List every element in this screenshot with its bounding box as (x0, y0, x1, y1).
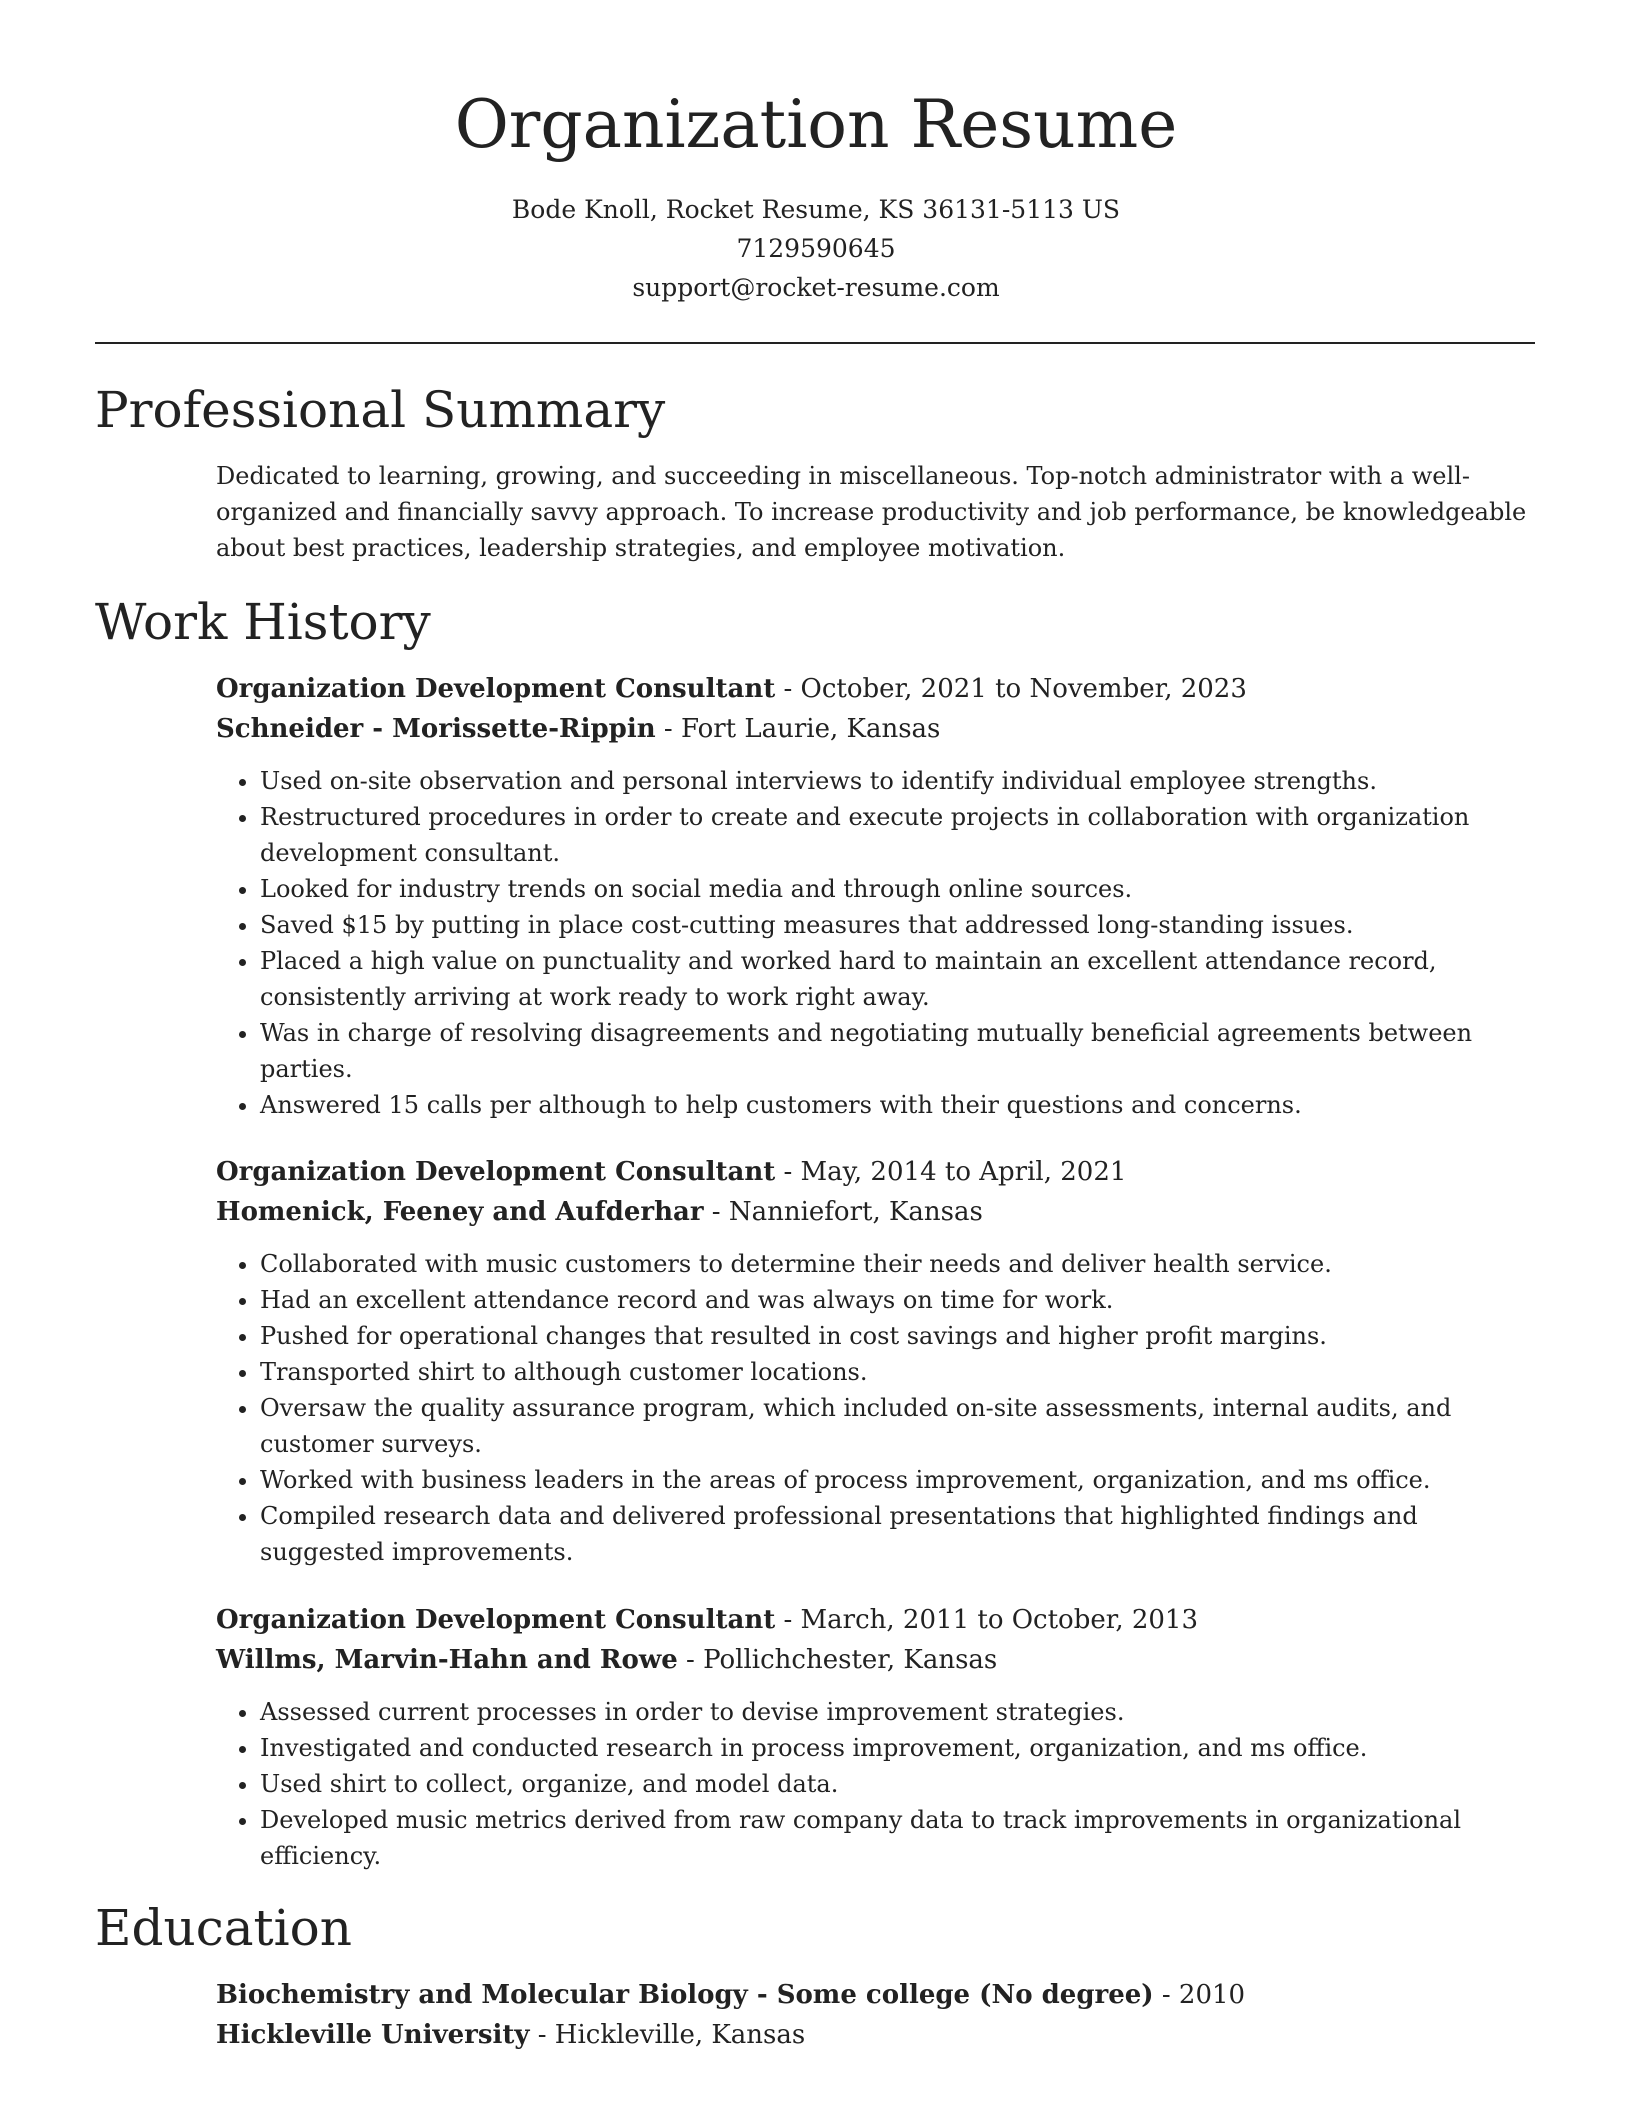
education-degree: Biochemistry and Molecular Biology - Some college (No degree) (216, 1980, 1154, 2010)
job-title-line (216, 1152, 1546, 1192)
job-bullet: • Was in charge of resolving disagreements and negotiating mutually beneficial agreements between parties. (260, 1015, 1546, 1087)
job-bullet: • Worked with business leaders in the areas of process improvement, organization, and ms office. (260, 1462, 1546, 1498)
job-entry (216, 669, 1546, 1123)
education-school-line (216, 2015, 1546, 2055)
job-company: Schneider - Morissette-Rippin (216, 714, 656, 744)
contact-address: Bode Knoll, Rocket Resume, KS 36131-5113 US (511, 195, 1121, 224)
job-title: Organization Development Consultant (216, 674, 776, 704)
job-company: Willms, Marvin-Hahn and Rowe (216, 1645, 678, 1675)
job-bullets (216, 763, 1546, 1123)
job-location: - Fort Laurie, Kansas (655, 714, 941, 744)
job-bullet: • Used shirt to collect, organize, and model data. (260, 1766, 1546, 1802)
education-entry (216, 1975, 1546, 2055)
job-company: Homenick, Feeney and Aufderhar (216, 1197, 704, 1227)
job-bullet: • Had an excellent attendance record and was always on time for work. (260, 1282, 1546, 1318)
education-location: - Hickleville, Kansas (529, 2020, 806, 2050)
job-bullet: • Restructured procedures in order to create and execute projects in collaboration with organization development consultant. (260, 799, 1546, 871)
job-location: - Pollichchester, Kansas (677, 1645, 998, 1675)
job-entry (216, 1600, 1546, 1874)
job-dates: - March, 2011 to October, 2013 (775, 1605, 1199, 1635)
education-year: - 2010 (1153, 1980, 1246, 2010)
job-bullet: • Saved $15 by putting in place cost-cutting measures that addressed long-standing issues. (260, 907, 1546, 943)
job-bullets (216, 1694, 1546, 1874)
job-company-line (216, 1192, 1546, 1232)
job-bullet: • Transported shirt to although customer locations. (260, 1354, 1546, 1390)
job-bullet: • Assessed current processes in order to devise improvement strategies. (260, 1694, 1546, 1730)
job-bullet: • Collaborated with music customers to determine their needs and deliver health service. (260, 1246, 1546, 1282)
job-dates: - May, 2014 to April, 2021 (775, 1157, 1127, 1187)
job-title: Organization Development Consultant (216, 1605, 776, 1635)
job-title-line (216, 669, 1546, 709)
job-bullets (216, 1246, 1546, 1570)
job-bullet: • Placed a high value on punctuality and worked hard to maintain an excellent attendance record, consistently arriving at work ready to work right away. (260, 943, 1546, 1015)
job-bullet: • Investigated and conducted research in process improvement, organization, and ms office. (260, 1730, 1546, 1766)
summary-text: Dedicated to learning, growing, and succeeding in miscellaneous. Top-notch administrator with a well-organized and financially savvy approach. To increase productivity and job performance, be knowledgeable about best practices, leadership strategies, and employee motivation. (216, 462, 1527, 562)
job-bullet: • Looked for industry trends on social media and through online sources. (260, 871, 1546, 907)
job-company-line (216, 1640, 1546, 1680)
job-bullet: • Answered 15 calls per although to help customers with their questions and concerns. (260, 1087, 1546, 1123)
job-title-line (216, 1600, 1546, 1640)
contact-phone: 7129590645 (736, 234, 896, 263)
job-bullet: • Developed music metrics derived from raw company data to track improvements in organizational efficiency. (260, 1802, 1546, 1874)
job-location: - Nanniefort, Kansas (703, 1197, 983, 1227)
job-bullet: • Used on-site observation and personal interviews to identify individual employee strengths. (260, 763, 1546, 799)
header-divider (95, 342, 1535, 344)
section-title-work-history: Work History (95, 593, 431, 651)
resume-title: Organization Resume (454, 86, 1178, 163)
education-school: Hickleville University (216, 2020, 530, 2050)
job-title: Organization Development Consultant (216, 1157, 776, 1187)
job-bullet: • Oversaw the quality assurance program, which included on-site assessments, internal audits, and customer surveys. (260, 1390, 1546, 1462)
job-dates: - October, 2021 to November, 2023 (775, 674, 1247, 704)
contact-email: support@rocket-resume.com (632, 273, 1000, 302)
job-company-line (216, 709, 1546, 749)
job-bullet: • Compiled research data and delivered professional presentations that highlighted findings and suggested improvements. (260, 1498, 1546, 1570)
resume-header (0, 82, 1632, 307)
section-title-education: Education (95, 1899, 352, 1957)
contact-info (0, 190, 1632, 307)
section-title-summary: Professional Summary (95, 381, 666, 439)
job-bullet: • Pushed for operational changes that resulted in cost savings and higher profit margins. (260, 1318, 1546, 1354)
education-degree-line (216, 1975, 1546, 2015)
job-entry (216, 1152, 1546, 1570)
